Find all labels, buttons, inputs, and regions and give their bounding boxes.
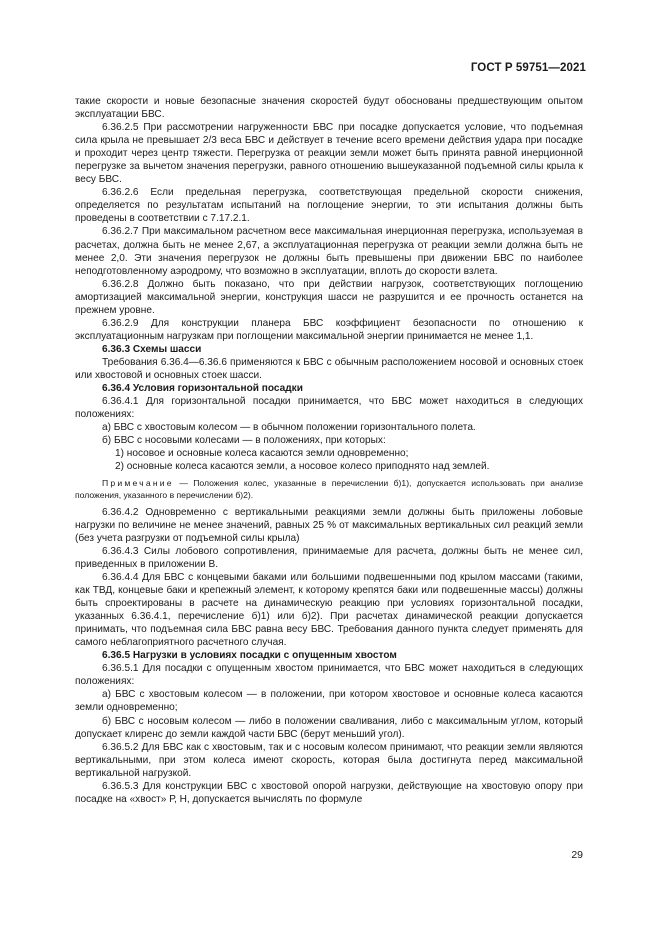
section-heading: 6.36.4 Условия горизонтальной посадки [102, 383, 303, 395]
paragraph: 6.36.4.4 Для БВС с концевыми баками или большими подвешенными под крылом массами (такими, как ТВД, концевые баки и крепежный элемент, к которому крепятся баки или подвешенные массы) должны быть спроектированы в расчете на динамическую реакцию при условиях горизонтальной посадки, указанных 6.36.4.1, перечисление б)1) или б)2). При расчетах динамической реакции допускается принимать, что подъемная сила БВС равна весу БВС. Требования данного пункта следует применять для самого неблагоприятного расчетного случая. [75, 572, 583, 649]
paragraph: 6.36.4.3 Силы лобового сопротивления, принимаемые для расчета, должны быть не менее сил, приведенных в приложении В. [75, 545, 583, 570]
list-item: б) БВС с носовыми колесами — в положениях, при которых: [102, 435, 386, 447]
paragraph: 6.36.2.7 При максимальном расчетном весе максимальная инерционная перегрузка, используемая в расчетах, должна быть не менее 2,67, а эксплуатационная перегрузка от реакции земли должна быть не менее 2,0. Эти значения перегрузок не должны быть превышены при движении БВС по наиболее неподготовленному аэродрому, что возможно в эксплуатации, вплоть до скорости взлета. [75, 226, 583, 277]
paragraph: Требования 6.36.4—6.36.6 применяются к БВС с обычным расположением носовой и основных стоек или хвостовой и основных стоек шасси. [75, 356, 583, 381]
section-heading: 6.36.5 Нагрузки в условиях посадки с опущенным хвостом [102, 650, 397, 662]
paragraph: 6.36.4.1 Для горизонтальной посадки принимается, что БВС может находиться в следующих положениях: [75, 396, 583, 421]
paragraph: а) БВС с хвостовым колесом — в положении, при котором хвостовое и основные колеса касаются земли одновременно; [75, 689, 583, 714]
note-text: — Положения колес, указанные в перечислении б)1), допускается использовать при анализе положения, указанного в перечислении б)2). [75, 478, 583, 500]
paragraph: 6.36.2.6 Если предельная перегрузка, соответствующая предельной скорости снижения, определяется по результатам испытаний на поглощение энергии, то эти испытания должны быть проведены в соответствии с 7.17.2.1. [75, 187, 583, 225]
document-body [75, 95, 583, 806]
note [75, 478, 583, 500]
note-label: Примечание [102, 478, 174, 489]
list-item: а) БВС с хвостовым колесом — в обычном положении горизонтального полета. [102, 422, 476, 434]
paragraph: 6.36.5.3 Для конструкции БВС с хвостовой опорой нагрузки, действующие на хвостовую опору при посадке на «хвост» Р, Н, допускается вычислять по формуле [75, 780, 583, 805]
paragraph: б) БВС с носовым колесом — либо в положении сваливания, либо с максимальным углом, который допускает клиренс до земли каждой части БВС (берут меньший угол). [75, 715, 583, 740]
paragraph: 6.36.4.2 Одновременно с вертикальными реакциями земли должны быть приложены лобовые нагрузки по величине не менее значений, равных 25 % от максимальных вертикальных сил реакций земли (без учета разгрузки от подъемной силы крыла) [75, 506, 583, 544]
paragraph: 6.36.5.1 Для посадки с опущенным хвостом принимается, что БВС может находиться в следующих положениях: [75, 663, 583, 688]
section-heading: 6.36.3 Схемы шасси [102, 343, 202, 355]
paragraph: 6.36.2.5 При рассмотрении нагруженности БВС при посадке допускается условие, что подъемная сила крыла не превышает 2/3 веса БВС и действует в течение всего времени действия удара при посадке и проходит через центр тяжести. Перегрузка от реакции земли может быть принята равной инерционной перегрузке за вычетом значения перегрузки, равного отношению вышеуказанной подъемной силы крыла к весу БВС. [75, 122, 583, 186]
list-item: 2) основные колеса касаются земли, а носовое колесо приподнято над землей. [115, 461, 490, 473]
paragraph: такие скорости и новые безопасные значения скоростей будут обоснованы предшествующим опытом эксплуатации БВС. [75, 96, 583, 121]
paragraph: 6.36.2.8 Должно быть показано, что при действии нагрузок, соответствующих поглощению амортизацией максимальной энергии, конструкция шасси не разрушится и ее прочность останется на прежнем уровне. [75, 278, 583, 316]
paragraph: 6.36.5.2 Для БВС как с хвостовым, так и с носовым колесом принимают, что реакции земли являются вертикальными, при этом колеса имеют скорость, которая была достигнута перед максимальной вертикальной нагрузкой. [75, 741, 583, 779]
page-number: 29 [571, 849, 583, 861]
paragraph: 6.36.2.9 Для конструкции планера БВС коэффициент безопасности по отношению к эксплуатационным нагрузкам при поглощении максимальной энергии принимается не менее 1,1. [75, 317, 583, 342]
list-item: 1) носовое и основные колеса касаются земли одновременно; [115, 448, 409, 460]
document-header: ГОСТ Р 59751—2021 [470, 62, 586, 74]
